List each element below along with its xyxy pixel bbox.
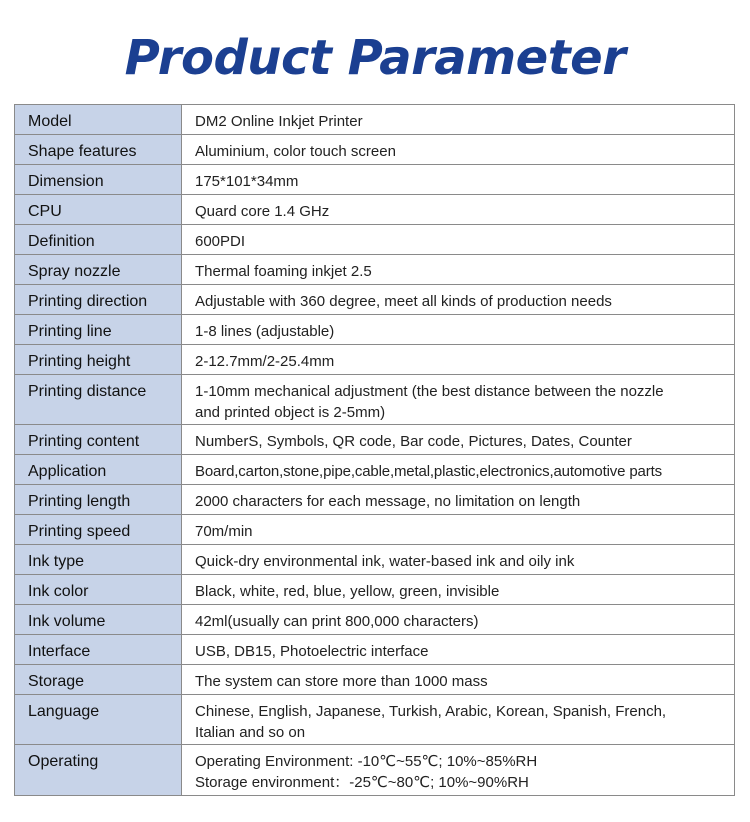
value-line: Chinese, English, Japanese, Turkish, Arabic, Korean, Spanish, French, — [195, 703, 667, 720]
row-value-model: DM2 Online Inkjet Printer — [182, 105, 735, 135]
row-value-dimension: 175*101*34mm — [182, 165, 735, 195]
table-row — [15, 545, 735, 575]
value-line: Italian and so on — [195, 724, 306, 741]
table-row — [15, 345, 735, 375]
table-row — [15, 605, 735, 635]
table-row — [15, 575, 735, 605]
table-row — [15, 425, 735, 455]
row-label-dimension: Dimension — [15, 165, 182, 195]
table-row — [15, 455, 735, 485]
row-label-printing-speed: Printing speed — [15, 515, 182, 545]
table-row — [15, 315, 735, 345]
row-value-definition: 600PDI — [182, 225, 735, 255]
row-label-ink-color: Ink color — [15, 575, 182, 605]
value-line: 1-10mm mechanical adjustment (the best distance between the nozzle — [195, 383, 664, 400]
row-value-cpu: Quard core 1.4 GHz — [182, 195, 735, 225]
row-value-ink-color: Black, white, red, blue, yellow, green, invisible — [182, 575, 735, 605]
table-row — [15, 665, 735, 695]
row-value-shape-features: Aluminium, color touch screen — [182, 135, 735, 165]
row-label-spray-nozzle: Spray nozzle — [15, 255, 182, 285]
row-value-printing-length: 2000 characters for each message, no limitation on length — [182, 485, 735, 515]
row-value-printing-distance — [182, 375, 735, 425]
table-row — [15, 225, 735, 255]
row-value-printing-direction: Adjustable with 360 degree, meet all kinds of production needs — [182, 285, 735, 315]
table-row — [15, 105, 735, 135]
table-row — [15, 745, 735, 796]
row-value-interface: USB, DB15, Photoelectric interface — [182, 635, 735, 665]
row-label-definition: Definition — [15, 225, 182, 255]
row-label-operating: Operating — [15, 745, 182, 796]
row-label-printing-distance: Printing distance — [15, 375, 182, 425]
row-value-printing-line: 1-8 lines (adjustable) — [182, 315, 735, 345]
parameter-table — [14, 104, 735, 796]
row-value-printing-height: 2-12.7mm/2-25.4mm — [182, 345, 735, 375]
value-line: and printed object is 2-5mm) — [195, 404, 386, 421]
row-label-ink-volume: Ink volume — [15, 605, 182, 635]
row-label-printing-height: Printing height — [15, 345, 182, 375]
table-row — [15, 375, 735, 425]
row-value-spray-nozzle: Thermal foaming inkjet 2.5 — [182, 255, 735, 285]
row-label-printing-content: Printing content — [15, 425, 182, 455]
row-label-storage: Storage — [15, 665, 182, 695]
table-row — [15, 165, 735, 195]
table-row — [15, 635, 735, 665]
row-label-printing-length: Printing length — [15, 485, 182, 515]
row-value-ink-volume: 42ml(usually can print 800,000 characters) — [182, 605, 735, 635]
table-row — [15, 695, 735, 745]
table-row — [15, 255, 735, 285]
row-label-cpu: CPU — [15, 195, 182, 225]
row-value-language — [182, 695, 735, 745]
value-line: Storage environment：-25℃~80℃; 10%~90%RH — [195, 774, 529, 791]
table-row — [15, 195, 735, 225]
row-label-printing-line: Printing line — [15, 315, 182, 345]
row-label-shape-features: Shape features — [15, 135, 182, 165]
row-label-printing-direction: Printing direction — [15, 285, 182, 315]
row-label-ink-type: Ink type — [15, 545, 182, 575]
row-value-printing-speed: 70m/min — [182, 515, 735, 545]
row-value-operating — [182, 745, 735, 796]
row-value-printing-content: NumberS, Symbols, QR code, Bar code, Pictures, Dates, Counter — [182, 425, 735, 455]
row-value-storage: The system can store more than 1000 mass — [182, 665, 735, 695]
row-label-application: Application — [15, 455, 182, 485]
row-value-application: Board,carton,stone,pipe,cable,metal,plastic,electronics,automotive parts — [182, 455, 735, 485]
table-row — [15, 515, 735, 545]
row-label-interface: Interface — [15, 635, 182, 665]
table-row — [15, 135, 735, 165]
row-value-ink-type: Quick-dry environmental ink, water-based ink and oily ink — [182, 545, 735, 575]
page-title: Product Parameter — [124, 30, 626, 86]
row-label-language: Language — [15, 695, 182, 745]
row-label-model: Model — [15, 105, 182, 135]
table-row — [15, 485, 735, 515]
table-row — [15, 285, 735, 315]
value-line: Operating Environment: -10℃~55℃; 10%~85%RH — [195, 753, 538, 770]
